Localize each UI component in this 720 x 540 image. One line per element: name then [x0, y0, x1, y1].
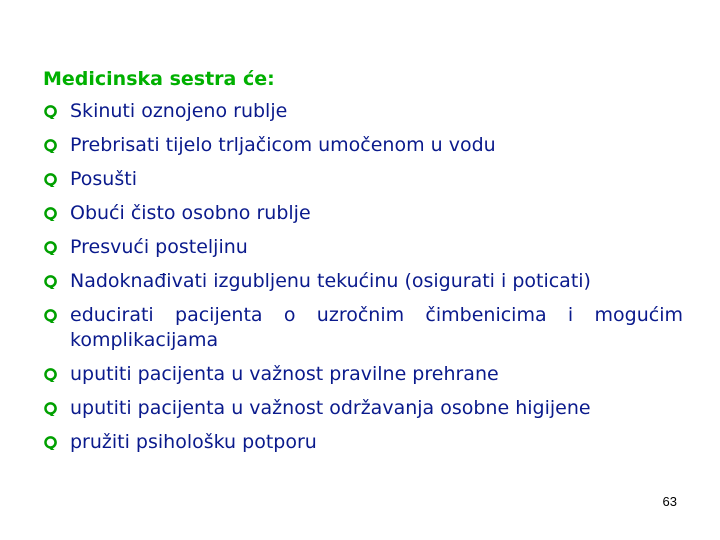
list-item — [43, 167, 683, 192]
list-item-text: Prebrisati tijelo trljačicom umočenom u vodu — [70, 134, 496, 156]
q-bullet-icon — [43, 274, 58, 289]
q-bullet-icon — [43, 104, 58, 119]
bullet-list — [43, 99, 683, 464]
list-item — [43, 396, 683, 421]
list-item — [43, 201, 683, 226]
q-bullet-icon — [43, 367, 58, 382]
q-bullet-icon — [43, 435, 58, 450]
list-item-text: Presvući posteljinu — [70, 236, 248, 258]
list-item-text: Obući čisto osobno rublje — [70, 202, 311, 224]
list-item-text: Posušti — [70, 168, 137, 190]
list-item-text: uputiti pacijenta u važnost pravilne prehrane — [70, 363, 499, 385]
list-item-text: educirati pacijenta o uzročnim čimbenicima i mogućim komplikacijama — [70, 304, 683, 351]
slide-heading: Medicinska sestra će: — [43, 68, 275, 90]
q-bullet-icon — [43, 206, 58, 221]
list-item — [43, 133, 683, 158]
list-item — [43, 235, 683, 260]
list-item — [43, 303, 683, 353]
list-item — [43, 99, 683, 124]
q-bullet-icon — [43, 172, 58, 187]
list-item — [43, 269, 683, 294]
q-bullet-icon — [43, 401, 58, 416]
q-bullet-icon — [43, 308, 58, 323]
page-number: 63 — [662, 494, 677, 509]
list-item-text: uputiti pacijenta u važnost održavanja osobne higijene — [70, 397, 591, 419]
list-item-text: Nadoknađivati izgubljenu tekućinu (osigurati i poticati) — [70, 270, 591, 292]
list-item — [43, 430, 683, 455]
list-item — [43, 362, 683, 387]
list-item-text: Skinuti oznojeno rublje — [70, 100, 288, 122]
list-item-text: pružiti psihološku potporu — [70, 431, 317, 453]
q-bullet-icon — [43, 240, 58, 255]
q-bullet-icon — [43, 138, 58, 153]
